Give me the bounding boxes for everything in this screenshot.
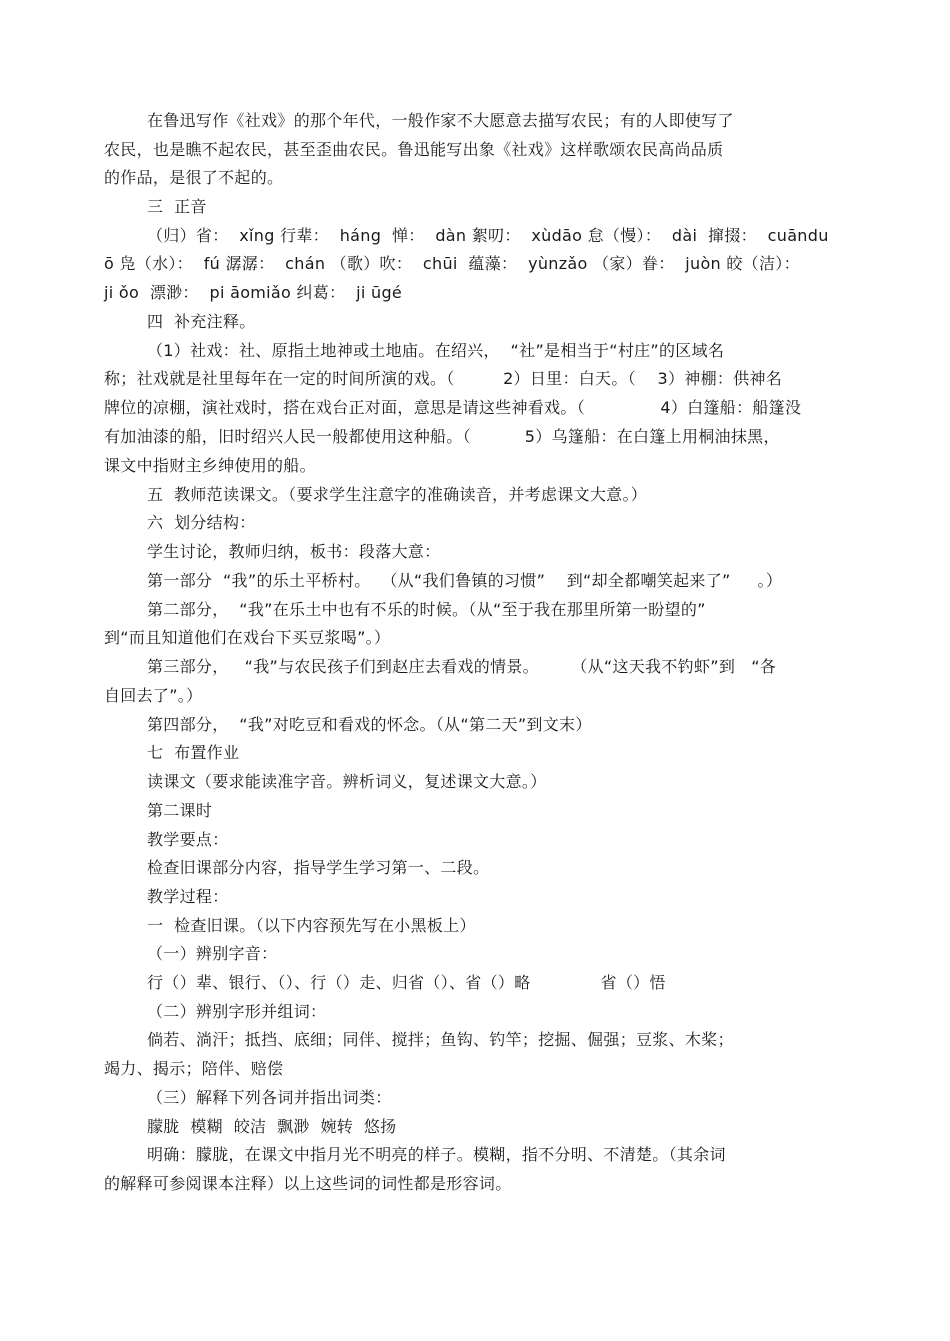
text-line: 教学要点： xyxy=(147,830,229,849)
text-line: 第一部分 “我”的乐土平桥村。 （从“我们鲁镇的习惯” 到“却全都嘲笑起来了” 。） xyxy=(147,571,783,590)
text-line: 有加油漆的船，旧时绍兴人民一般都使用这种船。（ 5）乌篷船：在白篷上用桐油抹黑， xyxy=(104,427,780,446)
text-line: 第二部分， “我”在乐土中也有不乐的时候。（从“至于我在那里所第一盼望的” xyxy=(147,600,706,619)
text-line: 行（）辈、银行、（）、行（）走、归省（）、省（）略 省（）悟 xyxy=(147,973,666,992)
section-heading: 第二课时 xyxy=(147,801,213,820)
section-heading: 五 教师范读课文。（要求学生注意字的准确读音，并考虑课文大意。） xyxy=(147,485,648,504)
text-line: ō 凫（水）： fú 潺潺： chán （歌）吹： chūi 蕴藻： yùnzǎo （家）眷： juòn 皎（洁）： xyxy=(104,254,800,273)
text-line: 第三部分， “我”与农民孩子们到赵庄去看戏的情景。 （从“这天我不钓虾”到 “各 xyxy=(147,657,777,676)
text-line: 竭力、揭示；陪伴、赔偿 xyxy=(104,1059,284,1078)
text-line: 读课文（要求能读准字音。辨析词义，复述课文大意。） xyxy=(147,772,547,791)
section-heading: 六 划分结构： xyxy=(147,513,256,532)
text-line: （归）省： xǐng 行辈： háng 惮： dàn 絮叨： xùdāo 怠（慢）： dài 撺掇： cuāndu xyxy=(147,226,829,245)
text-line: 农民，也是瞧不起农民，甚至歪曲农民。鲁迅能写出象《社戏》这样歌颂农民高尚品质 xyxy=(104,140,724,159)
text-line: 第四部分， “我”对吃豆和看戏的怀念。（从“第二天”到文末） xyxy=(147,715,592,734)
text-line: 检查旧课部分内容，指导学生学习第一、二段。 xyxy=(147,858,490,877)
text-line: 到“而且知道他们在戏台下买豆浆喝”。） xyxy=(104,628,391,647)
text-line: 课文中指财主乡绅使用的船。 xyxy=(104,456,316,475)
text-line: 明确：朦胧，在课文中指月光不明亮的样子。模糊，指不分明、不清楚。（其余词 xyxy=(147,1145,726,1164)
text-line: 倘若、淌汗；抵挡、底细；同伴、搅拌；鱼钩、钓竿；挖掘、倔强；豆浆、木桨； xyxy=(147,1030,734,1049)
section-heading: 一 检查旧课。（以下内容预先写在小黑板上） xyxy=(147,916,476,935)
text-line: 称；社戏就是社里每年在一定的时间所演的戏。（ 2）日里：白天。（ 3）神棚：供神名 xyxy=(104,369,783,388)
text-line: 牌位的凉棚，演社戏时，搭在戏台正对面，意思是请这些神看戏。（ 4）白篷船：船篷没 xyxy=(104,398,802,417)
text-line: 的解释可参阅课本注释）以上这些词的词性都是形容词。 xyxy=(104,1174,512,1193)
text-line: 在鲁迅写作《社戏》的那个年代，一般作家不大愿意去描写农民；有的人即使写了 xyxy=(147,111,734,130)
text-line: 朦胧 模糊 皎洁 飘渺 婉转 悠扬 xyxy=(147,1117,397,1136)
text-line: （一）辨别字音： xyxy=(147,944,278,963)
text-line: 的作品，是很了不起的。 xyxy=(104,168,284,187)
text-line: （二）辨别字形并组词： xyxy=(147,1002,327,1021)
text-line: 自回去了”。） xyxy=(104,686,203,705)
text-line: （三）解释下列各词并指出词类： xyxy=(147,1088,392,1107)
section-heading: 七 布置作业 xyxy=(147,743,240,762)
section-heading: 三 正音 xyxy=(147,197,207,216)
text-line: （1）社戏：社、原指土地神或土地庙。在绍兴， “社”是相当于“村庄”的区域名 xyxy=(147,341,725,360)
text-line: 学生讨论，教师归纳，板书：段落大意： xyxy=(147,542,441,561)
section-heading: 四 补充注释。 xyxy=(147,312,256,331)
text-line: ji ǒo 漂渺： pi āomiǎo 纠葛： ji ūgé xyxy=(104,283,403,302)
text-line: 教学过程： xyxy=(147,887,229,906)
